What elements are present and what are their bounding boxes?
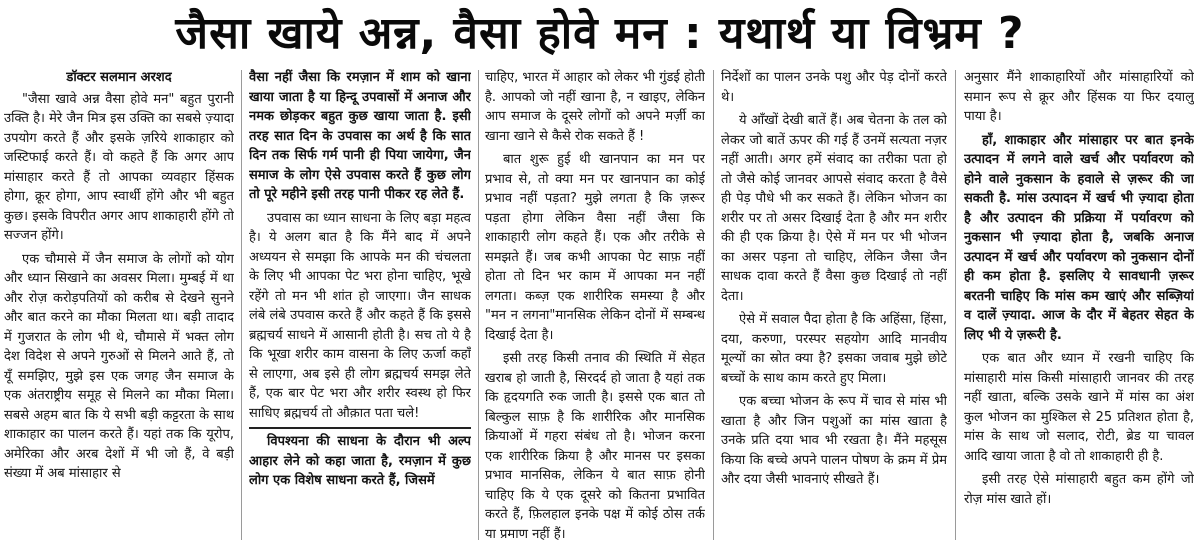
paragraph: ये आँखों देखी बातें हैं। अब चेतना के तल को लेकर जो बातें ऊपर की गई हैं उनमें सत्यता नज़र नहीं आती। अगर हमें संवाद का तरीका पता हो तो जैसे कोई जानवर आपसे संवाद करता है वैसे ही पेड़ पौधे भी कर सकते हैं। लेकिन भोजन का शरीर पर तो असर दिखाई देता है और मन शरीर की ही एक क्रिया है। ऐसे में मन पर भी भोजन का असर पड़ना तो चाहिए, लेकिन जैसा जैन साधक दावा करते हैं वैसा कुछ दिखाई तो नहीं देता। bbox=[721, 113, 947, 304]
column-divider bbox=[955, 70, 956, 540]
paragraph: एक चौमासे में जैन समाज के लोगों को योग और ध्यान सिखाने का अवसर मिला। मुम्बई में था और रोज़ करोड़पतियों को करीब से देखने सुनने और बात करने का मौका मिलता था। बड़ी तादाद में गुजरात के लोग भी थे, चौमासे में भक्त लोग देश विदेश से अपने गुरुओं से मिलने आते हैं, तो यूँ समझिए, मुझे इस एक जगह जैन समाज के एक अंतराष्ट्रीय समूह से मिलने का मौका मिला। सबसे अहम बात कि ये सभी बड़ी कट्टरता के साथ शाकाहार का पालन करते हैं। यहां तक कि यूरोप, अमेरिका और अरब देशों में भी जो हैं, वे बड़ी संख्या में अब मांसाहार से bbox=[4, 251, 234, 481]
paragraph: एक बात और ध्यान में रखनी चाहिए कि मांसाहारी मांस किसी मांसाहारी जानवर की तरह नहीं खाता, बल्कि उसके खाने में मांस का अंश कुल भोजन का मुश्किल से 25 प्रतिशत होता है, मांस के साथ जो सलाद, रोटी, ब्रेड या चावल आदि खाया जाता है वो तो शाकाहारी ही है. bbox=[964, 351, 1194, 464]
paragraph: निर्देशों का पालन उनके पशु और पेड़ दोनों करते थे। bbox=[721, 70, 947, 105]
bold-paragraph: हाँ, शाकाहार और मांसाहार पर बात इनके उत्पादन में लगने वाले खर्च और पर्यावरण को होने वाले नुकसान के हवाले से ज़रूर की जा सकती है. मांस उत्पादन में खर्च भी ज़्यादा होता है और उत्पादन की प्रक्रिया में पर्यावरण को नुकसान भी ज़्यादा होता है, जबकि अनाज उत्पादन में खर्च और पर्यावरण को नुकसान दोनों ही कम होता है. इसलिए ये सावधानी ज़रूर बरतनी चाहिए कि मांस कम खाएं और सब्ज़ियां व दालें ज़्यादा. आज के दौर में बेहतर सेहत के लिए भी ये ज़रूरी है. bbox=[964, 132, 1194, 343]
paragraph: इसी तरह ऐसे मांसाहारी बहुत कम होंगे जो रोज़ मांस खाते हों। bbox=[964, 472, 1194, 507]
paragraph: अनुसार मैंने शाकाहारियों और मांसाहारियों को समान रूप से क्रूर और हिंसक या फिर दयालु पाया है। bbox=[964, 70, 1194, 124]
byline: डॉक्टर सलमान अरशद bbox=[66, 70, 172, 85]
paragraph: चाहिए, भारत में आहार को लेकर भी गुंडई होती है. आपको जो नहीं खाना है, न खाइए, लेकिन आप समाज के दूसरे लोगों को अपने मर्ज़ी का खाना खाने से कैसे रोक सकते हैं ! bbox=[485, 70, 705, 144]
column-4 bbox=[721, 68, 947, 545]
column-1 bbox=[4, 68, 234, 545]
column-divider bbox=[478, 70, 479, 540]
column-divider bbox=[241, 70, 242, 540]
paragraph: उपवास का ध्यान साधना के लिए बड़ा महत्व है। ये अलग बात है कि मैंने बाद में अपने अध्ययन से समझा कि आपके मन की चंचलता के लिए भी आपका पेट भरा होना चाहिए, भूखे रहेंगे तो मन भी शांत हो जाएगा। जैन साधक लंबे लंबे उपवास करते हैं और कहते हैं कि इससे ब्रह्मचर्य साधने में आसानी होती है। सच तो ये है कि भूखा शरीर काम वासना के लिए ऊर्जा कहाँ से लाएगा, अब इसे ही लोग ब्रह्मचर्य समझ लेते हैं, एक बार पेट भरा और शरीर स्वस्थ हो फिर साधिए ब्रह्मचर्य तो औक़ात पता चले! bbox=[249, 210, 471, 421]
paragraph: एक बच्चा भोजन के रूप में चाव से मांस भी खाता है और जिन पशुओं का मांस खाता है उनके प्रति दया भाव भी रखता है। मैंने महसूस किया कि बच्चे अपने पालन पोषण के क्रम में प्रेम और दया जैसी भावनाएं सीखते हैं। bbox=[721, 394, 947, 487]
paragraph: इसी तरह किसी तनाव की स्थिति में सेहत खराब हो जाती है, सिरदर्द हो जाता है यहां तक कि हृदयगति रुक जाती है। इससे एक बात तो बिल्कुल साफ़ है कि शारीरिक और मानसिक क्रियाओं में गहरा संबंध तो है। भोजन करना एक शारीरिक क्रिया है और मानस पर इसका प्रभाव मानसिक, लेकिन ये बात साफ़ होनी चाहिए कि ये एक दूसरे को कितना प्रभावित करते हैं, फ़िलहाल इनके पक्ष में कोई ठोस तर्क या प्रमाण नहीं हैं। bbox=[485, 351, 705, 542]
column-3 bbox=[485, 68, 705, 545]
article-columns bbox=[0, 68, 1200, 545]
paragraph: ऐसे में सवाल पैदा होता है कि अहिंसा, हिंसा, दया, करुणा, परस्पर सहयोग आदि मानवीय मूल्यों का स्रोत क्या है? इसका जवाब मुझे छोटे बच्चों के साथ काम करते हुए मिला। bbox=[721, 312, 947, 386]
column-5 bbox=[964, 68, 1194, 545]
column-divider bbox=[713, 70, 714, 540]
headline: जैसा खाये अन्न, वैसा होवे मन : यथार्थ या विभ्रम ? bbox=[175, 8, 1025, 59]
paragraph: "जैसा खावे अन्न वैसा होवे मन" बहुत पुरानी उक्ति है। मेरे जैन मित्र इस उक्ति का सबसे ज़्यादा उपयोग करते हैं और इसके ज़रिये शाकाहार को जस्टिफाई करते हैं। वो कहते हैं कि अगर आप मांसाहार करते हैं तो आपका व्यवहार हिंसक होगा, क्रूर होगा, आप स्वार्थी होंगे और भी बहुत कुछ। इसके विपरीत अगर आप शाकाहारी होंगे तो सज्जन होंगे। bbox=[4, 91, 234, 243]
highlight-paragraph: विपश्यना की साधना के दौरान भी अल्प आहार लेने को कहा जाता है, रमज़ान में कुछ लोग एक विशेष साधना करते हैं, जिसमें bbox=[249, 427, 471, 491]
column-2 bbox=[249, 68, 471, 545]
paragraph: बात शुरू हुई थी खानपान का मन पर प्रभाव से, तो क्या मन पर खानपान का कोई प्रभाव नहीं पड़ता? मुझे लगता है कि ज़रूर पड़ता होगा लेकिन वैसा नहीं जैसा कि शाकाहारी लोग कहते हैं। एक और तरीके से समझते हैं। जब कभी आपका पेट साफ़ नहीं होता तो दिन भर काम में आपका मन नहीं लगता। कब्ज़ एक शारीरिक समस्या है और "मन न लगना"मानसिक लेकिन दोनों में सम्बन्ध दिखाई देता है। bbox=[485, 152, 705, 343]
lead-paragraph: वैसा नहीं जैसा कि रमज़ान में शाम को खाना खाया जाता है या हिन्दू उपवासों में अनाज और नमक छोड़कर बहुत कुछ खाया जाता है. इसी तरह सात दिन के उपवास का अर्थ है कि सात दिन तक सिर्फ गर्म पानी ही पिया जायेगा, जैन समाज के लोग ऐसे उपवास करते हैं कुछ लोग तो पूरे महीने इसी तरह पानी पीकर रह लेते हैं. bbox=[249, 70, 471, 202]
